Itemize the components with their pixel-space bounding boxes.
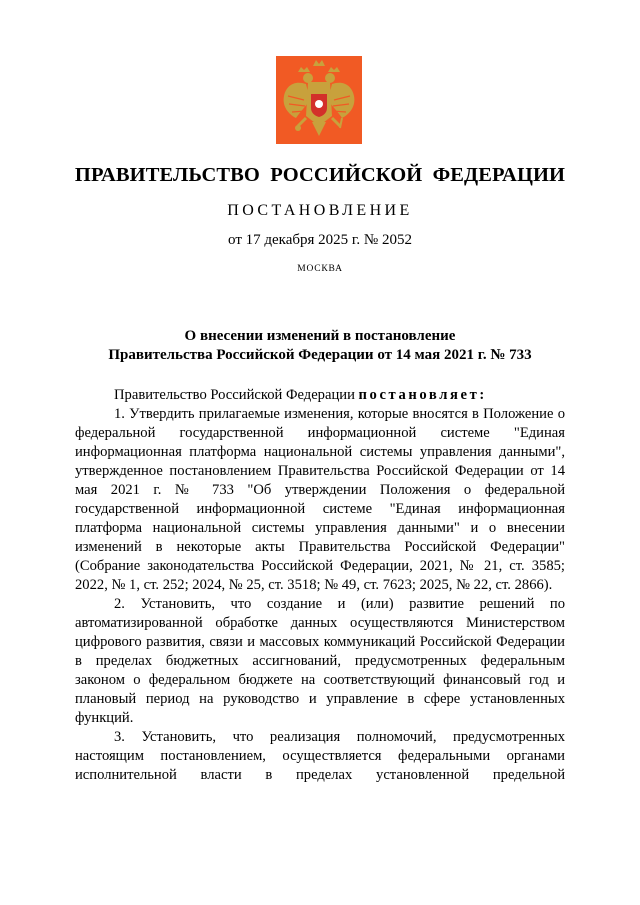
decree-body [75, 386, 565, 785]
paragraph-2: 2. Установить, что создание и (или) развитие решений по автоматизированной обработке данных осуществляются Министерством цифрового развития, связи и массовых коммуникаций Российской Федерации в пределах бюджетных ассигнований, предусмотренных федеральным законом о федеральном бюджете на соответствующий финансовый год и плановый период на руководство и управление в сфере установленных функций. [75, 596, 565, 726]
preamble-resolves: постановляет: [358, 387, 487, 403]
city-name: МОСКВА [297, 264, 343, 274]
subject-line-2: Правительства Российской Федерации от 14 мая 2021 г. № 733 [108, 347, 532, 363]
paragraph-3: 3. Установить, что реализация полномочий, предусмотренных настоящим постановлением, осуществляется федеральными органами исполнительной власти в пределах установленной предельной [75, 729, 565, 783]
coat-of-arms-icon [276, 56, 362, 144]
preamble [75, 386, 565, 405]
subject-line-1: О внесении изменений в постановление [184, 328, 456, 344]
government-title: ПРАВИТЕЛЬСТВО РОССИЙСКОЙ ФЕДЕРАЦИИ [74, 164, 566, 186]
decree-subject [0, 327, 640, 365]
document-type: ПОСТАНОВЛЕНИЕ [227, 202, 413, 219]
paragraph-1: 1. Утвердить прилагаемые изменения, которые вносятся в Положение о федеральной государственной информационной системе "Единая информационная платформа национальной системы управления данными", утвержденное постановлением Правительства Российской Федерации от 14 мая 2021 г. № 733 "Об утверждении Положения о федеральной государственной информационной системе "Единая информационная платформа национальной системы управления данными" и о внесении изменений в некоторые акты Правительства Российской Федерации" (Собрание законодательства Российской Федерации, 2021, № 21, ст. 3585; 2022, № 1, ст. 252; 2024, № 25, ст. 3518; № 49, ст. 7623; 2025, № 22, ст. 2866). [75, 406, 565, 593]
preamble-text: Правительство Российской Федерации [114, 387, 359, 403]
decree-date-number: от 17 декабря 2025 г. № 2052 [228, 232, 412, 248]
